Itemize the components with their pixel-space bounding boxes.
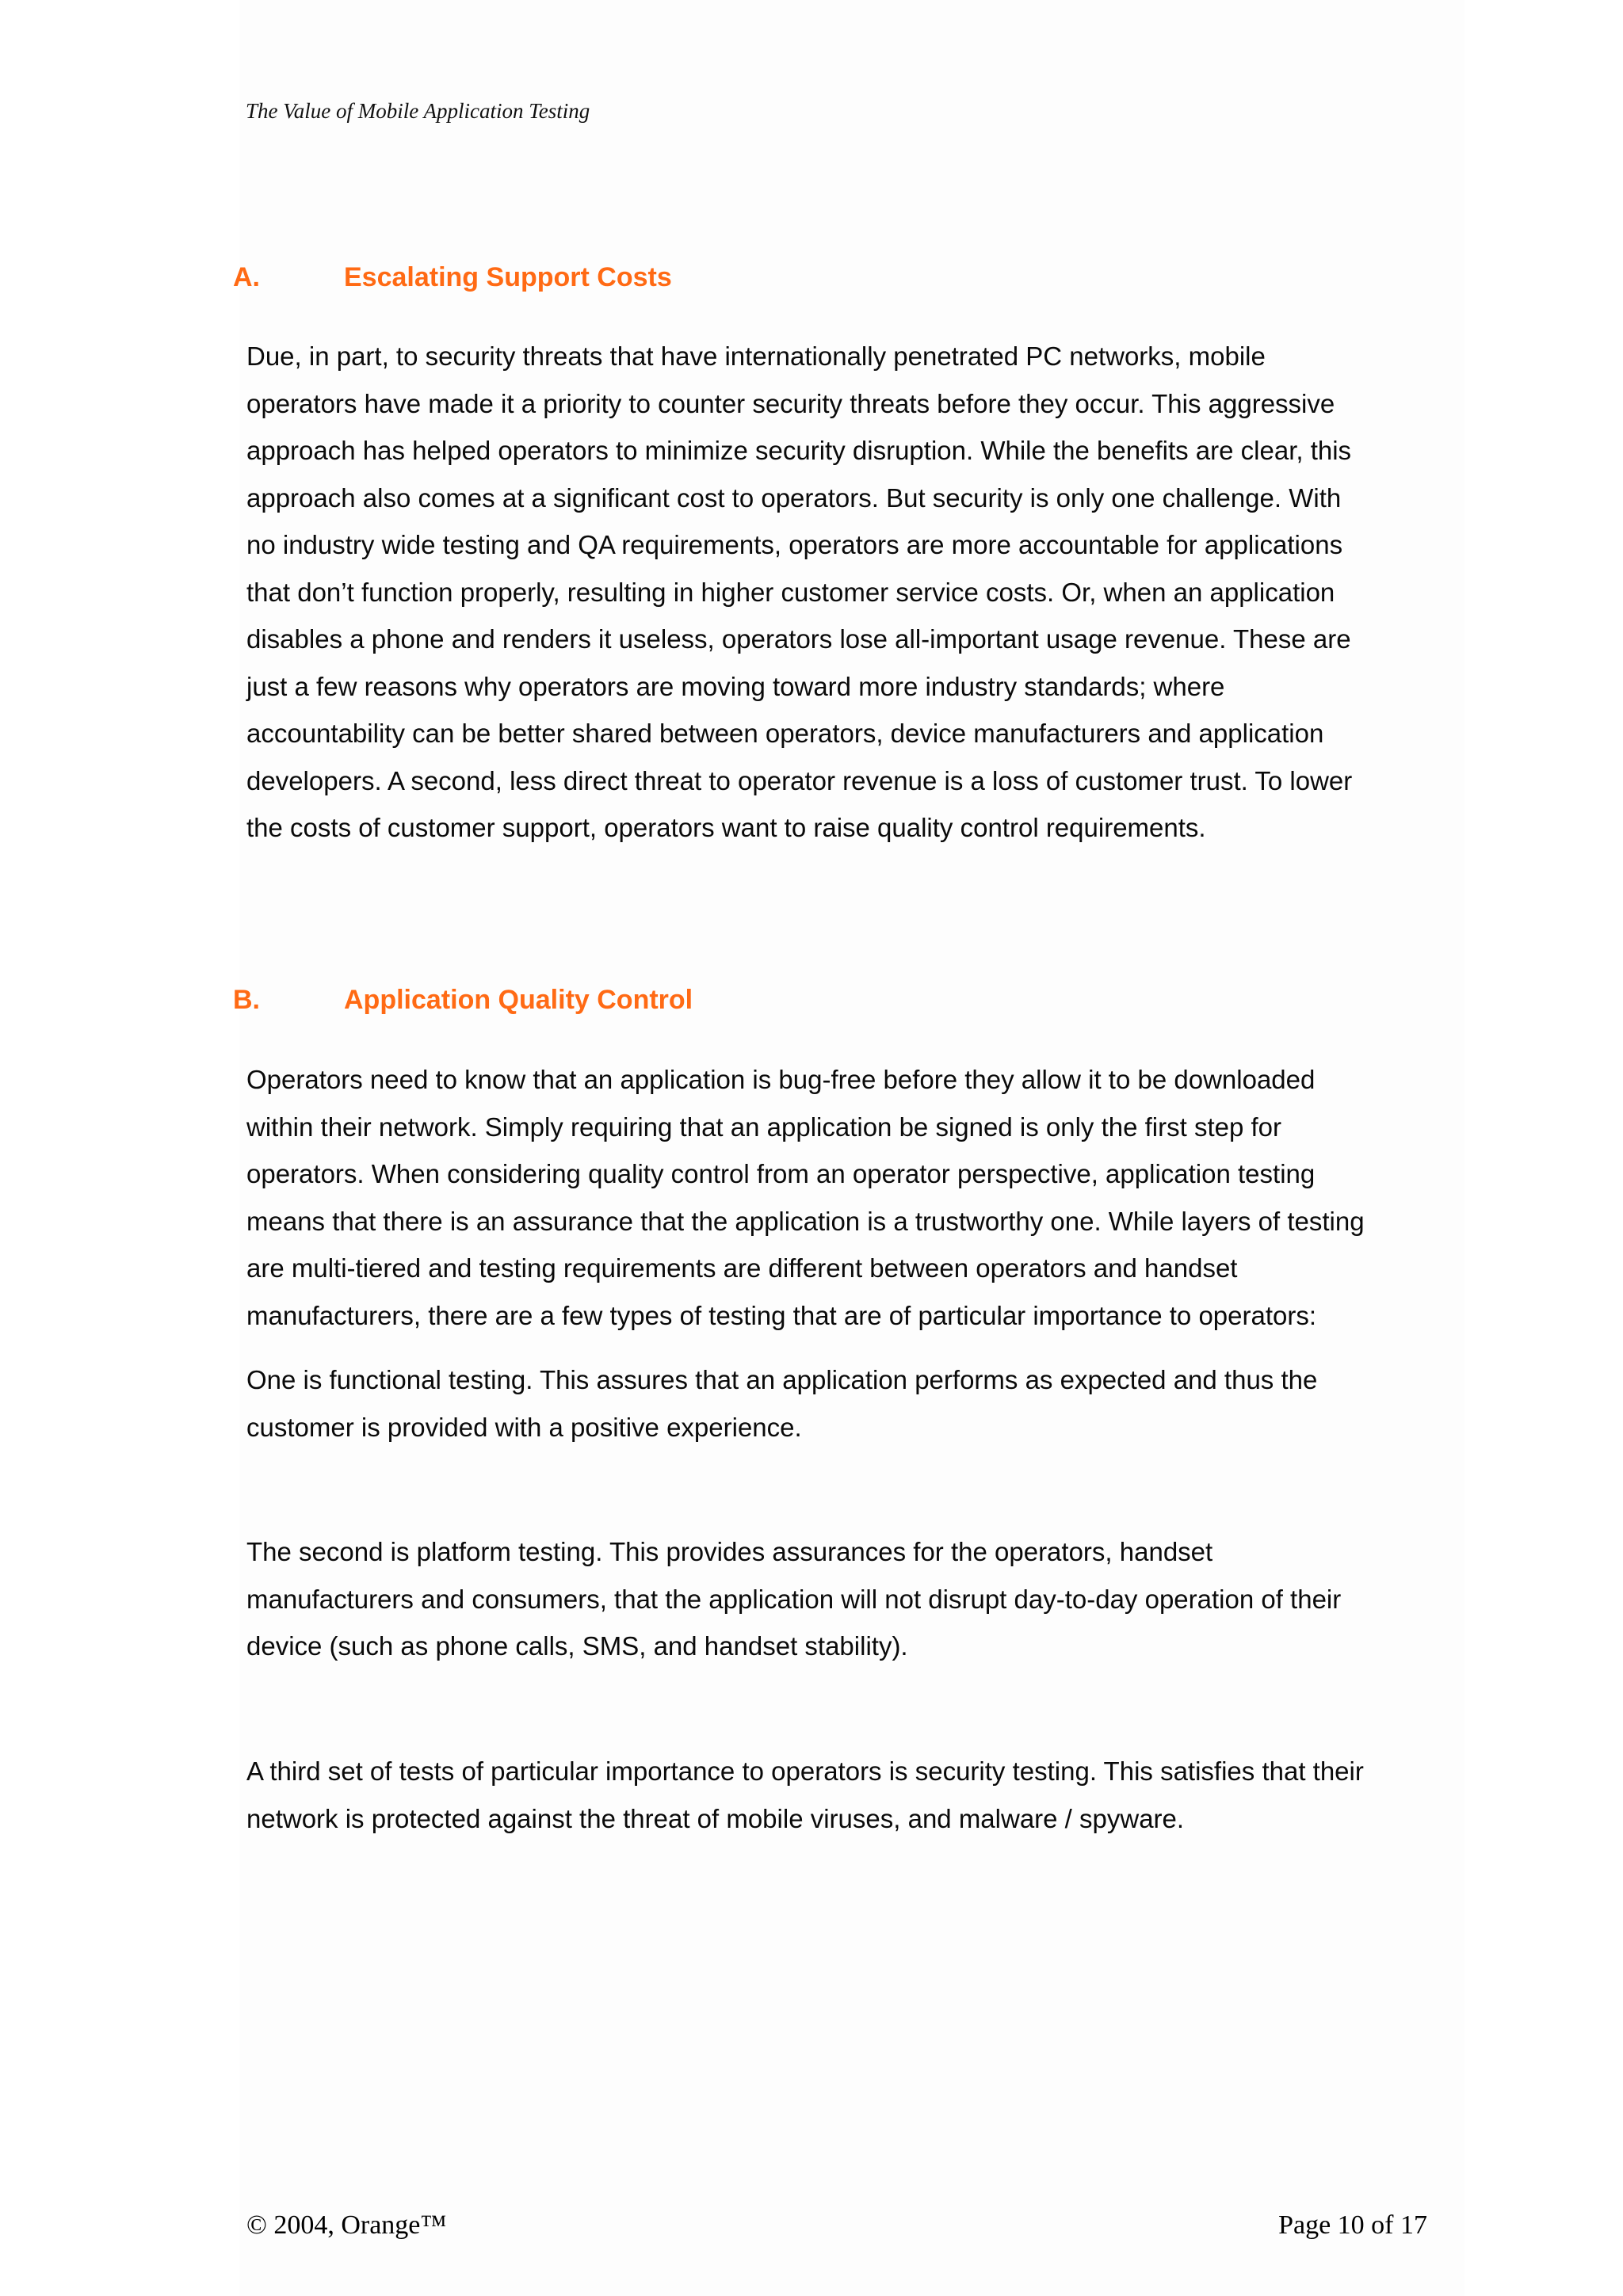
- paragraph-security-testing: A third set of tests of particular importance to operators is security testing. This satisfies that their network is protected against the threat of mobile viruses, and malware / spyware.: [246, 1756, 1364, 1833]
- section-letter: A.: [233, 262, 260, 292]
- footer-page-number: Page 10 of 17: [1278, 2210, 1427, 2240]
- footer-copyright: © 2004, Orange™: [246, 2210, 447, 2240]
- section-title: Escalating Support Costs: [344, 262, 672, 292]
- paragraph-platform-testing: The second is platform testing. This provides assurances for the operators, handset manufacturers and consumers, that the application will not disrupt day-to-day operation of their device (such as phone calls, SMS, and handset stability).: [246, 1537, 1342, 1661]
- paragraph-functional-testing: One is functional testing. This assures that an application performs as expected and thus the customer is provided with a positive experience.: [246, 1365, 1318, 1442]
- section-letter: B.: [233, 985, 260, 1015]
- paragraph-support-costs: Due, in part, to security threats that have internationally penetrated PC networks, mobile operators have made it a priority to counter security threats before they occur. This aggressive approach has helped operators to minimize security disruption. While the benefits are clear, this approach also comes at a significant cost to operators. But security is only one challenge. With no industry wide testing and QA requirements, operators are more accountable for applications that don’t function properly, resulting in higher customer service costs. Or, when an application disables a phone and renders it useless, operators lose all-important usage revenue. These are just a few reasons why operators are moving toward more industry standards; where accountability can be better shared between operators, device manufacturers and application developers. A second, less direct threat to operator revenue is a loss of customer trust. To lower the costs of customer support, operators want to raise quality control requirements.: [246, 341, 1353, 842]
- section-title: Application Quality Control: [344, 985, 693, 1015]
- paragraph-quality-control: Operators need to know that an application is bug-free before they allow it to be downloaded within their network. Simply requiring that an application be signed is only the first step for operators. When considering quality control from an operator perspective, application testing means that there is an assurance that the application is a trustworthy one. While layers of testing are multi-tiered and testing requirements are different between operators and handset manufacturers, there are a few types of testing that are of particular importance to operators:: [246, 1065, 1365, 1330]
- running-header: The Value of Mobile Application Testing: [246, 99, 590, 123]
